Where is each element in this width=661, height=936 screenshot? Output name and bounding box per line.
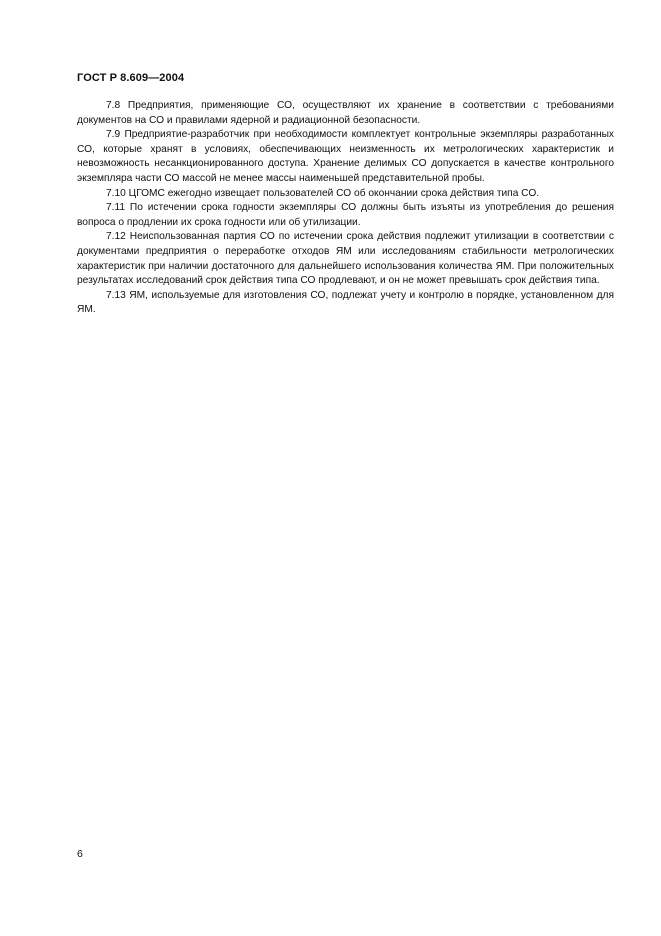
paragraph-7-11: 7.11 По истечении срока годности экземпляры СО должны быть изъяты из употребления до решения вопроса о продлении их срока годности или об утилизации. <box>77 202 614 228</box>
paragraph-7-8: 7.8 Предприятия, применяющие СО, осуществляют их хранение в соответствии с требованиями документов на СО и правилами ядерной и радиационной безопасности. <box>77 100 614 126</box>
paragraph-7-9: 7.9 Предприятие-разработчик при необходимости комплектует контрольные экземпляры разработанных СО, которые хранят в условиях, обеспечивающих неизменность их метрологических характеристик и невозможность несанкционированного доступа. Хранение делимых СО допускается в качестве контрольного экземпляра части СО массой не менее массы наименьшей представительной пробы. <box>77 129 614 184</box>
document-body <box>77 99 614 318</box>
paragraph-7-12: 7.12 Неиспользованная партия СО по истечении срока действия подлежит утилизации в соответствии с документами предприятия о переработке отходов ЯМ или исследованиям стабильности метрологических характеристик при наличии достаточного для дальнейшего использования количества ЯМ. При положительных результатах исследований срок действия типа СО продлевают, и он не может превышать срок действия типа. <box>77 231 614 287</box>
paragraph-7-13: 7.13 ЯМ, используемые для изготовления СО, подлежат учету и контролю в порядке, установленном для ЯМ. <box>77 289 614 316</box>
standard-header: ГОСТ Р 8.609—2004 <box>77 72 185 84</box>
page-number: 6 <box>77 848 83 860</box>
paragraph-7-10: 7.10 ЦГОМС ежегодно извещает пользователей СО об окончании срока действия типа СО. <box>106 187 540 199</box>
